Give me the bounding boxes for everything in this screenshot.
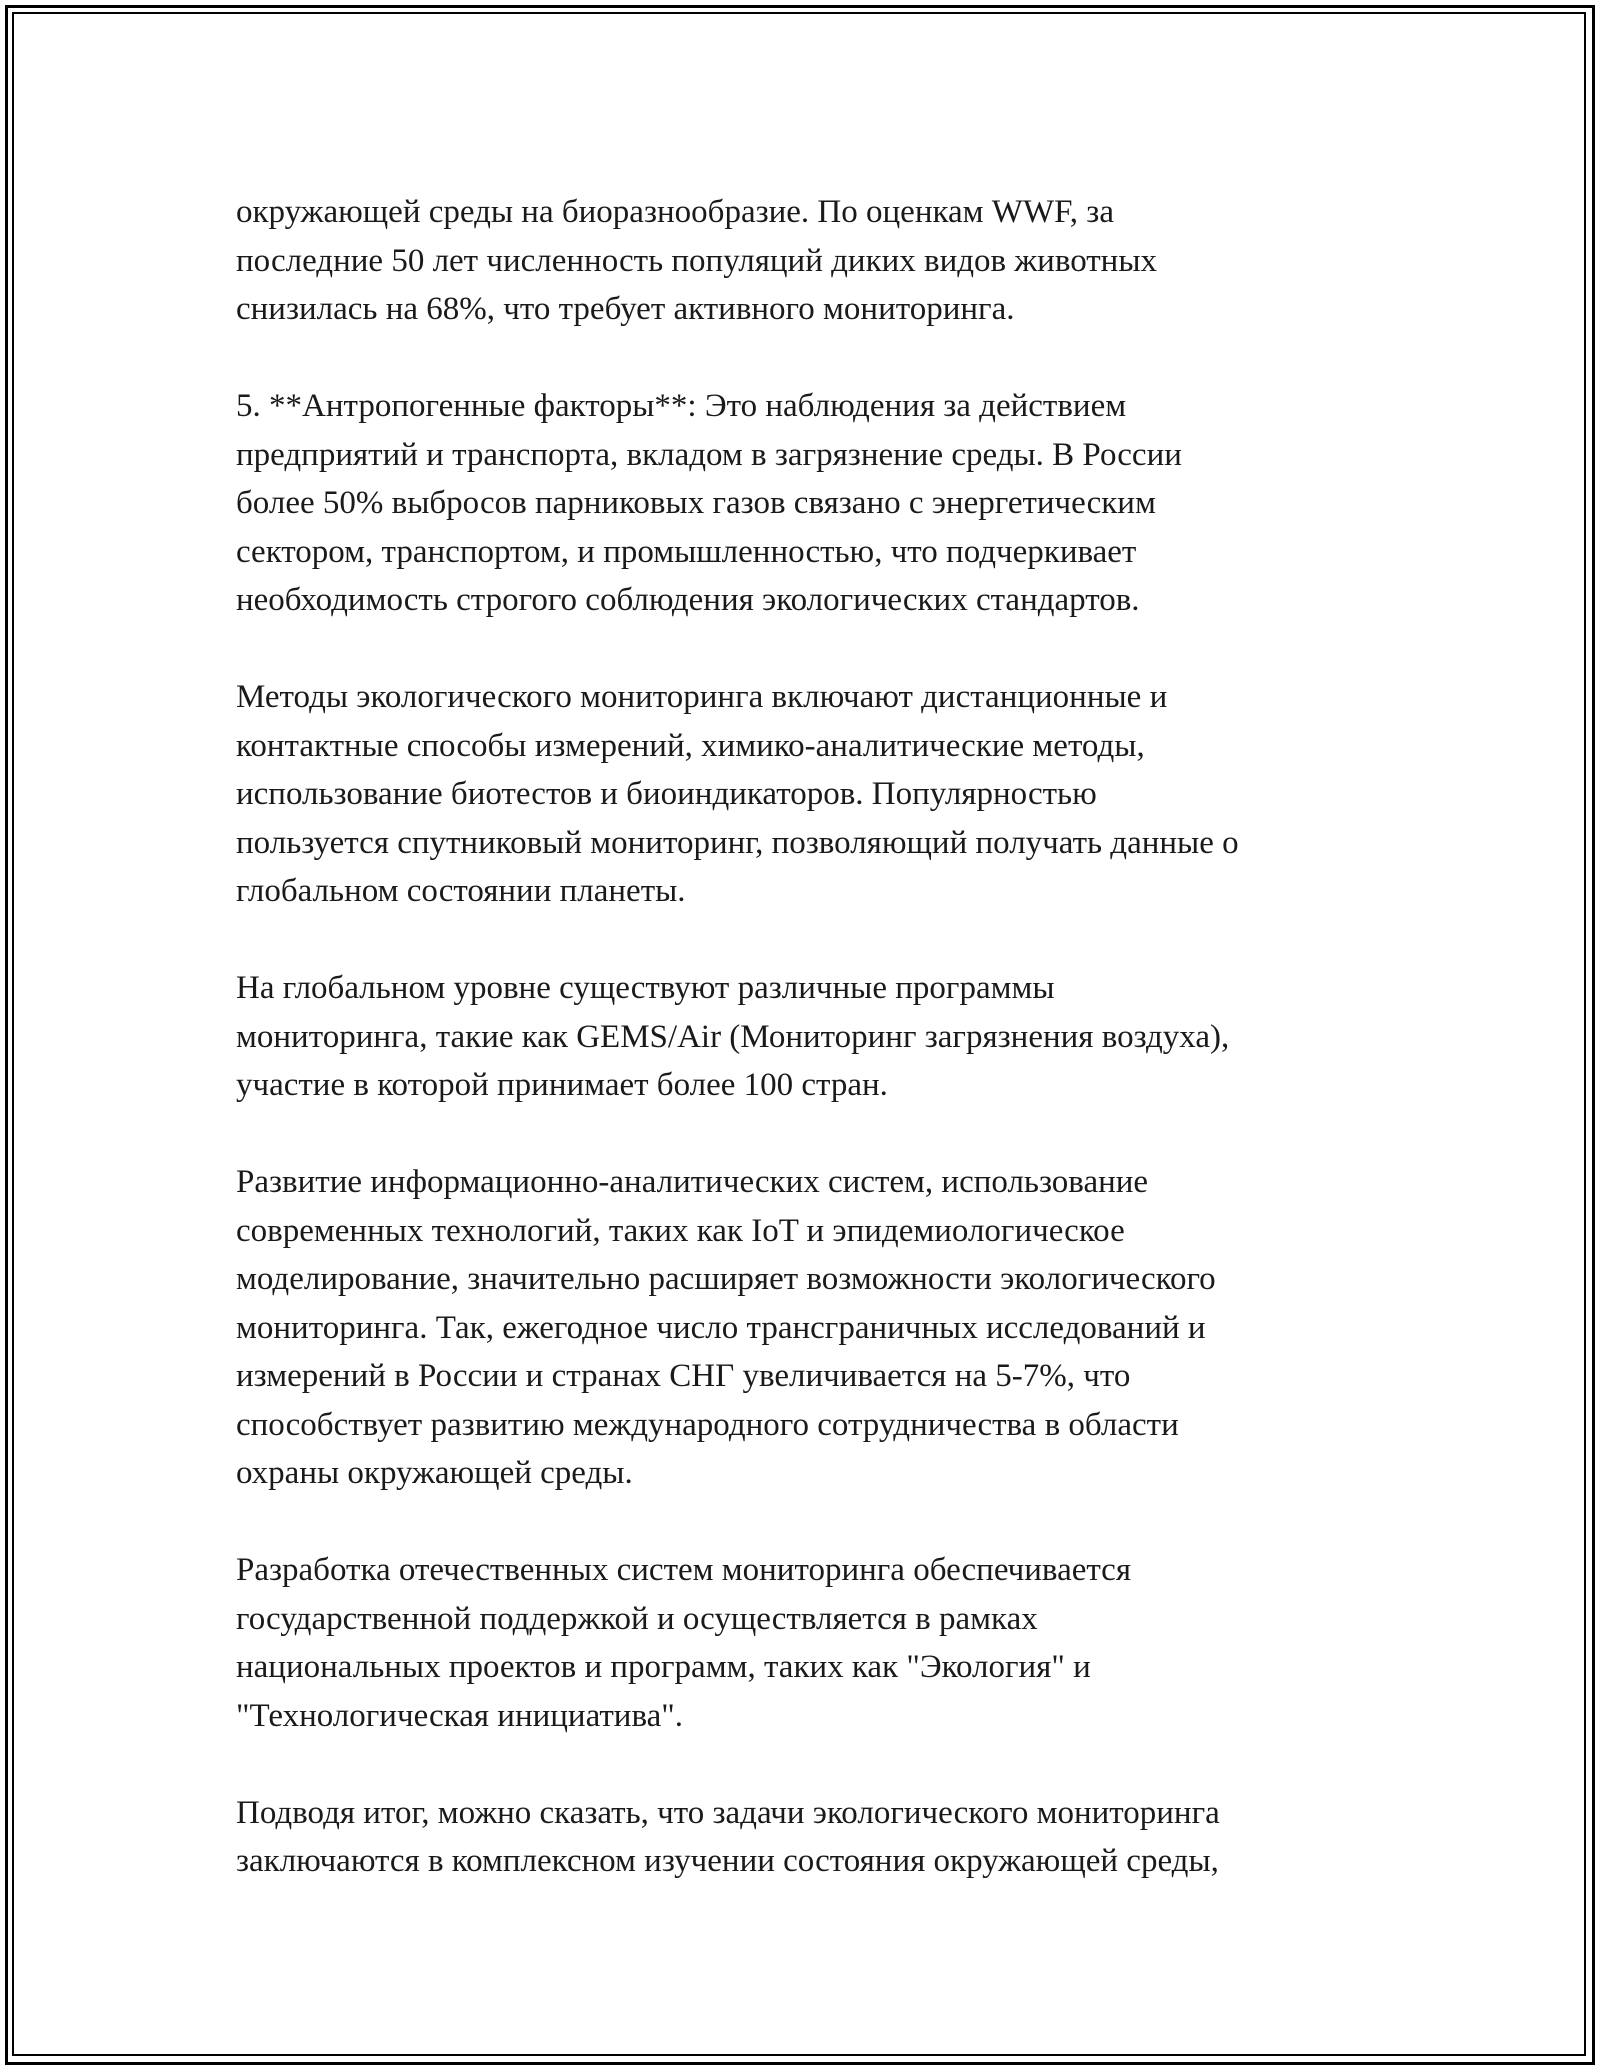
text-line: сектором, транспортом, и промышленностью, что подчеркивает <box>236 533 1137 570</box>
paragraph-global-programs <box>236 964 1366 1110</box>
text-line: охраны окружающей среды. <box>236 1455 633 1491</box>
text-line: государственной поддержкой и осуществляется в рамках <box>236 1600 1038 1637</box>
text-line: Разработка отечественных систем мониторинга обеспечивается <box>236 1552 1132 1588</box>
text-line: мониторинга, такие как GEMS/Air (Мониторинг загрязнения воздуха), <box>236 1018 1230 1055</box>
text-line: пользуется спутниковый мониторинг, позволяющий получать данные о <box>236 824 1239 861</box>
text-line: окружающей среды на биоразнообразие. По оценкам WWF, за <box>236 194 1114 230</box>
text-line: способствует развитию международного сотрудничества в области <box>236 1406 1179 1443</box>
text-line: "Технологическая инициатива". <box>236 1697 683 1734</box>
text-line: снизилась на 68%, что требует активного мониторинга. <box>236 291 1015 327</box>
text-line: предприятий и транспорта, вкладом в загрязнение среды. В России <box>236 436 1182 473</box>
text-line: заключаются в комплексном изучении состояния окружающей среды, <box>236 1843 1219 1879</box>
text-line: Развитие информационно-аналитических систем, использование <box>236 1164 1149 1200</box>
text-line: моделирование, значительно расширяет возможности экологического <box>236 1261 1216 1297</box>
text-line: использование биотестов и биоиндикаторов. Популярностью <box>236 776 1097 812</box>
paragraph-conclusion <box>236 1789 1366 1886</box>
document-body <box>236 188 1366 1886</box>
paragraph-anthropogenic-factors <box>236 382 1366 625</box>
text-line: измерений в России и странах СНГ увеличивается на 5-7%, что <box>236 1358 1131 1394</box>
text-line: Подводя итог, можно сказать, что задачи экологического мониторинга <box>236 1794 1220 1831</box>
paragraph-information-systems <box>236 1158 1366 1498</box>
paragraph-monitoring-methods <box>236 673 1366 916</box>
paragraph-domestic-systems <box>236 1546 1366 1740</box>
text-line: последние 50 лет численность популяций диких видов животных <box>236 242 1158 279</box>
paragraph-biodiversity <box>236 188 1366 334</box>
text-line: необходимость строгого соблюдения экологических стандартов. <box>236 582 1140 618</box>
text-line: более 50% выбросов парниковых газов связано с энергетическим <box>236 485 1156 521</box>
text-line: На глобальном уровне существуют различные программы <box>236 970 1055 1006</box>
text-line: контактные способы измерений, химико-аналитические методы, <box>236 727 1145 764</box>
text-line: современных технологий, таких как IoT и эпидемиологическое <box>236 1212 1125 1249</box>
text-line: мониторинга. Так, ежегодное число трансграничных исследований и <box>236 1309 1206 1346</box>
text-line: глобальном состоянии планеты. <box>236 873 686 909</box>
text-line: Методы экологического мониторинга включают дистанционные и <box>236 679 1168 715</box>
text-line: 5. **Антропогенные факторы**: Это наблюдения за действием <box>236 388 1127 424</box>
text-line: национальных проектов и программ, таких как "Экология" и <box>236 1649 1091 1685</box>
text-line: участие в которой принимает более 100 стран. <box>236 1067 888 1103</box>
